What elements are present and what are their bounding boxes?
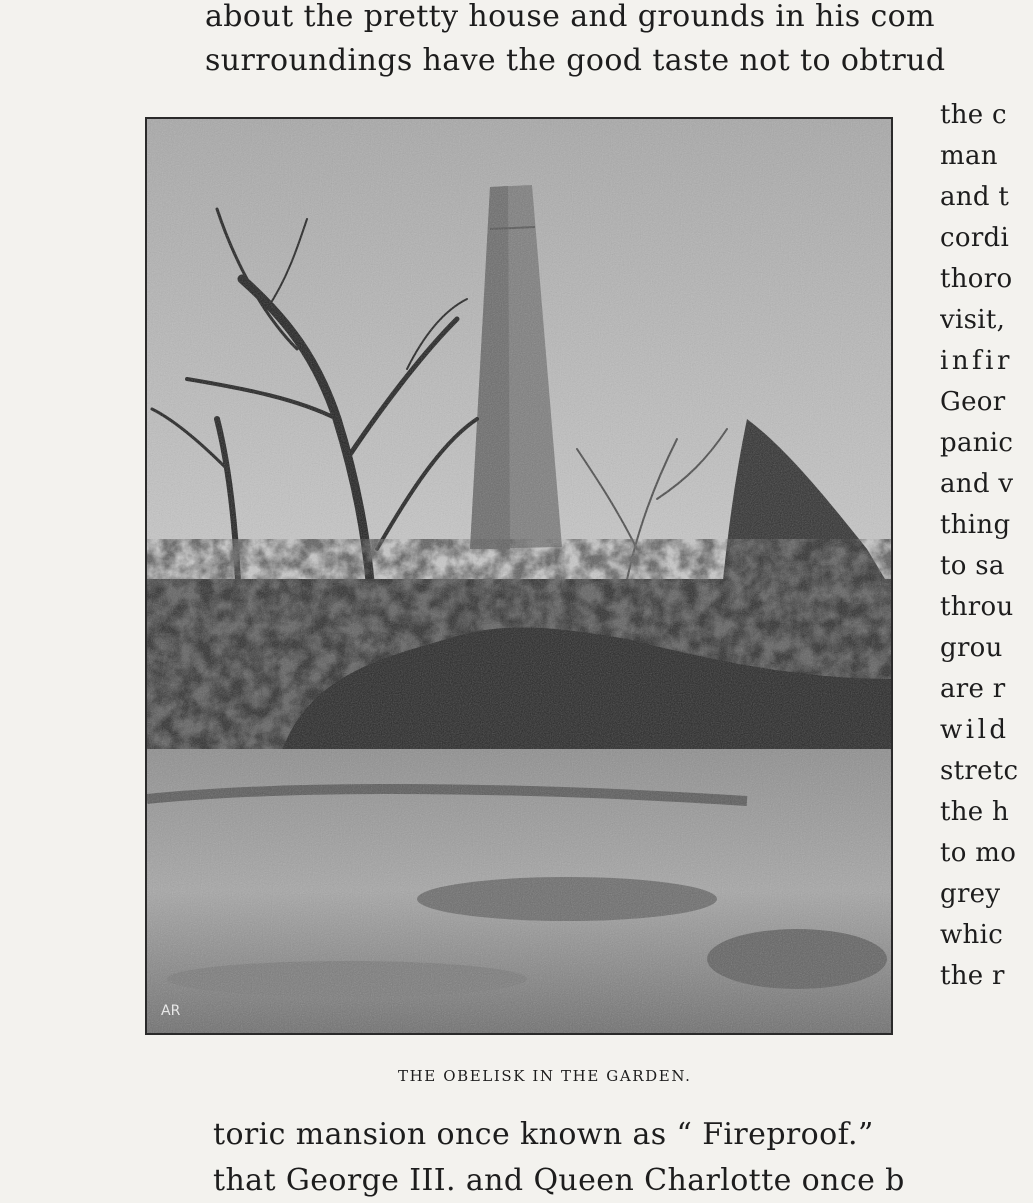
- column-line: panic: [940, 428, 1014, 458]
- obelisk-photograph: [145, 117, 893, 1035]
- column-line: grey: [940, 879, 1001, 909]
- column-line: Geor: [940, 387, 1006, 417]
- column-line: to mo: [940, 838, 1017, 868]
- body-text-line-bottom-1: toric mansion once known as “ Fireproof.”: [213, 1117, 874, 1152]
- column-line: whic: [940, 920, 1004, 950]
- column-line: cordi: [940, 223, 1010, 253]
- column-line: and t: [940, 182, 1010, 212]
- column-line: to sa: [940, 551, 1005, 581]
- column-line: the r: [940, 961, 1005, 991]
- column-line: thoro: [940, 264, 1013, 294]
- right-text-column: [940, 95, 1033, 1099]
- column-line: the c: [940, 100, 1007, 130]
- column-line: stretc: [940, 756, 1019, 786]
- column-line: grou: [940, 633, 1003, 663]
- body-text-line-bottom-2: that George III. and Queen Charlotte once b: [213, 1163, 905, 1198]
- column-line: the h: [940, 797, 1010, 827]
- column-line: wild: [940, 715, 1010, 745]
- body-text-line-2: surroundings have the good taste not to obtrud: [205, 43, 946, 78]
- column-line: infir: [940, 346, 1013, 376]
- figure-caption: THE OBELISK IN THE GARDEN.: [398, 1067, 692, 1085]
- column-line: visit,: [940, 305, 1006, 335]
- column-line: and v: [940, 469, 1014, 499]
- column-line: thing: [940, 510, 1011, 540]
- column-line: throu: [940, 592, 1014, 622]
- column-line: man: [940, 141, 998, 171]
- photographer-monogram: AR: [161, 1003, 181, 1019]
- body-text-line-1: about the pretty house and grounds in his com: [205, 0, 935, 34]
- column-line: are r: [940, 674, 1006, 704]
